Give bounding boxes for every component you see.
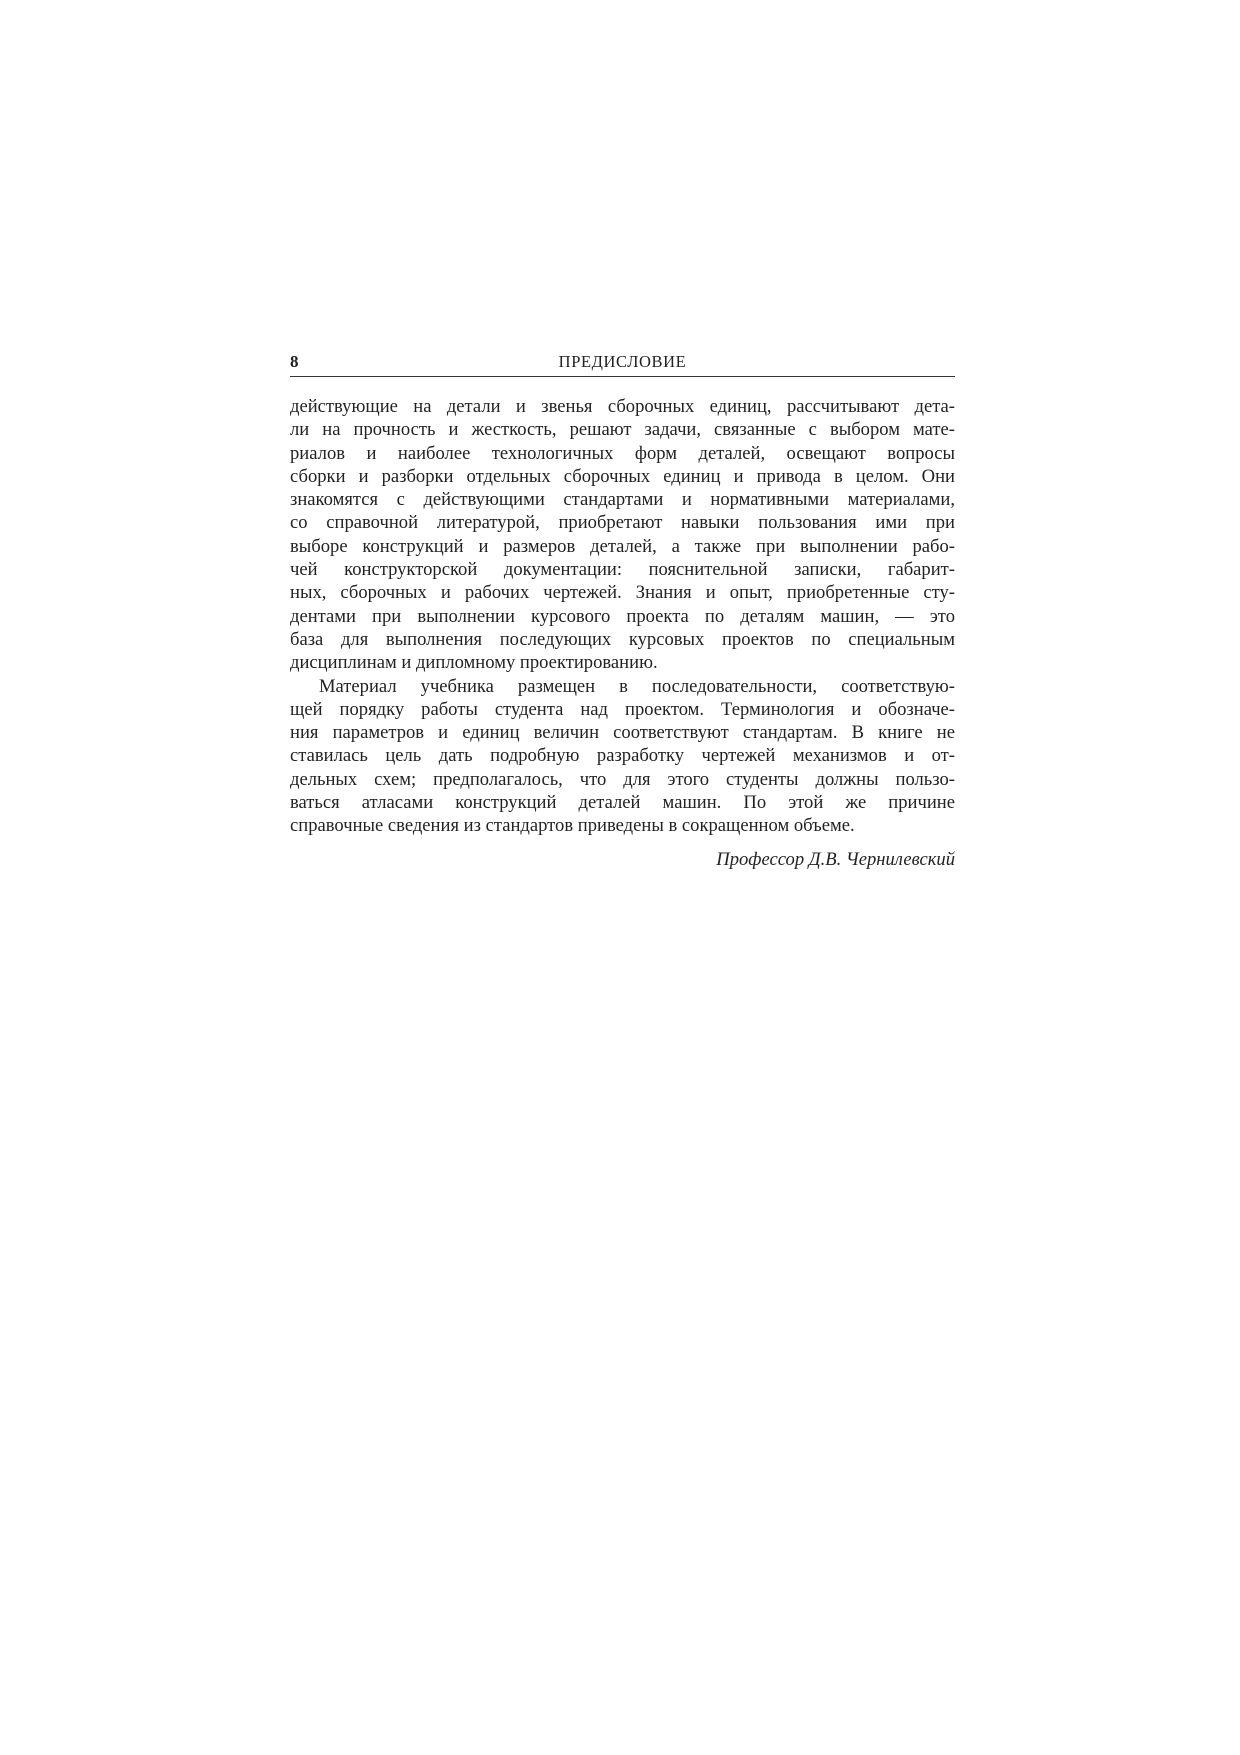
text-line: Материал учебника размещен в последовательности, соответствую- [319,675,955,697]
text-line: дентами при выполнении курсового проекта по деталям машин, — это [290,605,955,627]
text-line: щей порядку работы студента над проектом. Терминология и обозначе- [290,698,955,720]
text-line: со справочной литературой, приобретают навыки пользования ими при [290,512,955,534]
text-line: чей конструкторской документации: пояснительной записки, габарит- [290,559,955,581]
text-line: дельных схем; предполагалось, что для этого студенты должны пользо- [290,768,955,790]
text-line: ли на прочность и жесткость, решают задачи, связанные с выбором мате- [290,419,955,441]
text-line: действующие на детали и звенья сборочных единиц, рассчитывают дета- [290,396,955,417]
text-line: сборки и разборки отдельных сборочных единиц и привода в целом. Они [290,465,955,487]
page-number: 8 [290,352,299,371]
text-line: ния параметров и единиц величин соответствуют стандартам. В книге не [290,722,955,744]
running-header [290,346,955,377]
author-signature: Профессор Д.В. Чернилевский [716,849,955,870]
text-line: ваться атласами конструкций деталей машин. По этой же причине [290,792,955,814]
text-line: база для выполнения последующих курсовых проектов по специальным [290,628,955,650]
text-line: ставилась цель дать подробную разработку чертежей механизмов и от- [290,745,955,767]
text-line: выборе конструкций и размеров деталей, а также при выполнении рабо- [290,535,955,557]
text-line: ных, сборочных и рабочих чертежей. Знания и опыт, приобретенные сту- [290,582,955,604]
text-line: справочные сведения из стандартов приведены в сокращенном объеме. [290,815,855,837]
body-text [290,395,955,838]
text-line: знакомятся с действующими стандартами и нормативными материалами, [290,489,955,511]
paragraph [290,395,955,675]
paragraph [290,675,955,838]
text-line: риалов и наиболее технологичных форм деталей, освещают вопросы [290,442,955,464]
text-line: дисциплинам и дипломному проектированию. [290,652,658,674]
section-title: ПРЕДИСЛОВИЕ [558,352,687,371]
